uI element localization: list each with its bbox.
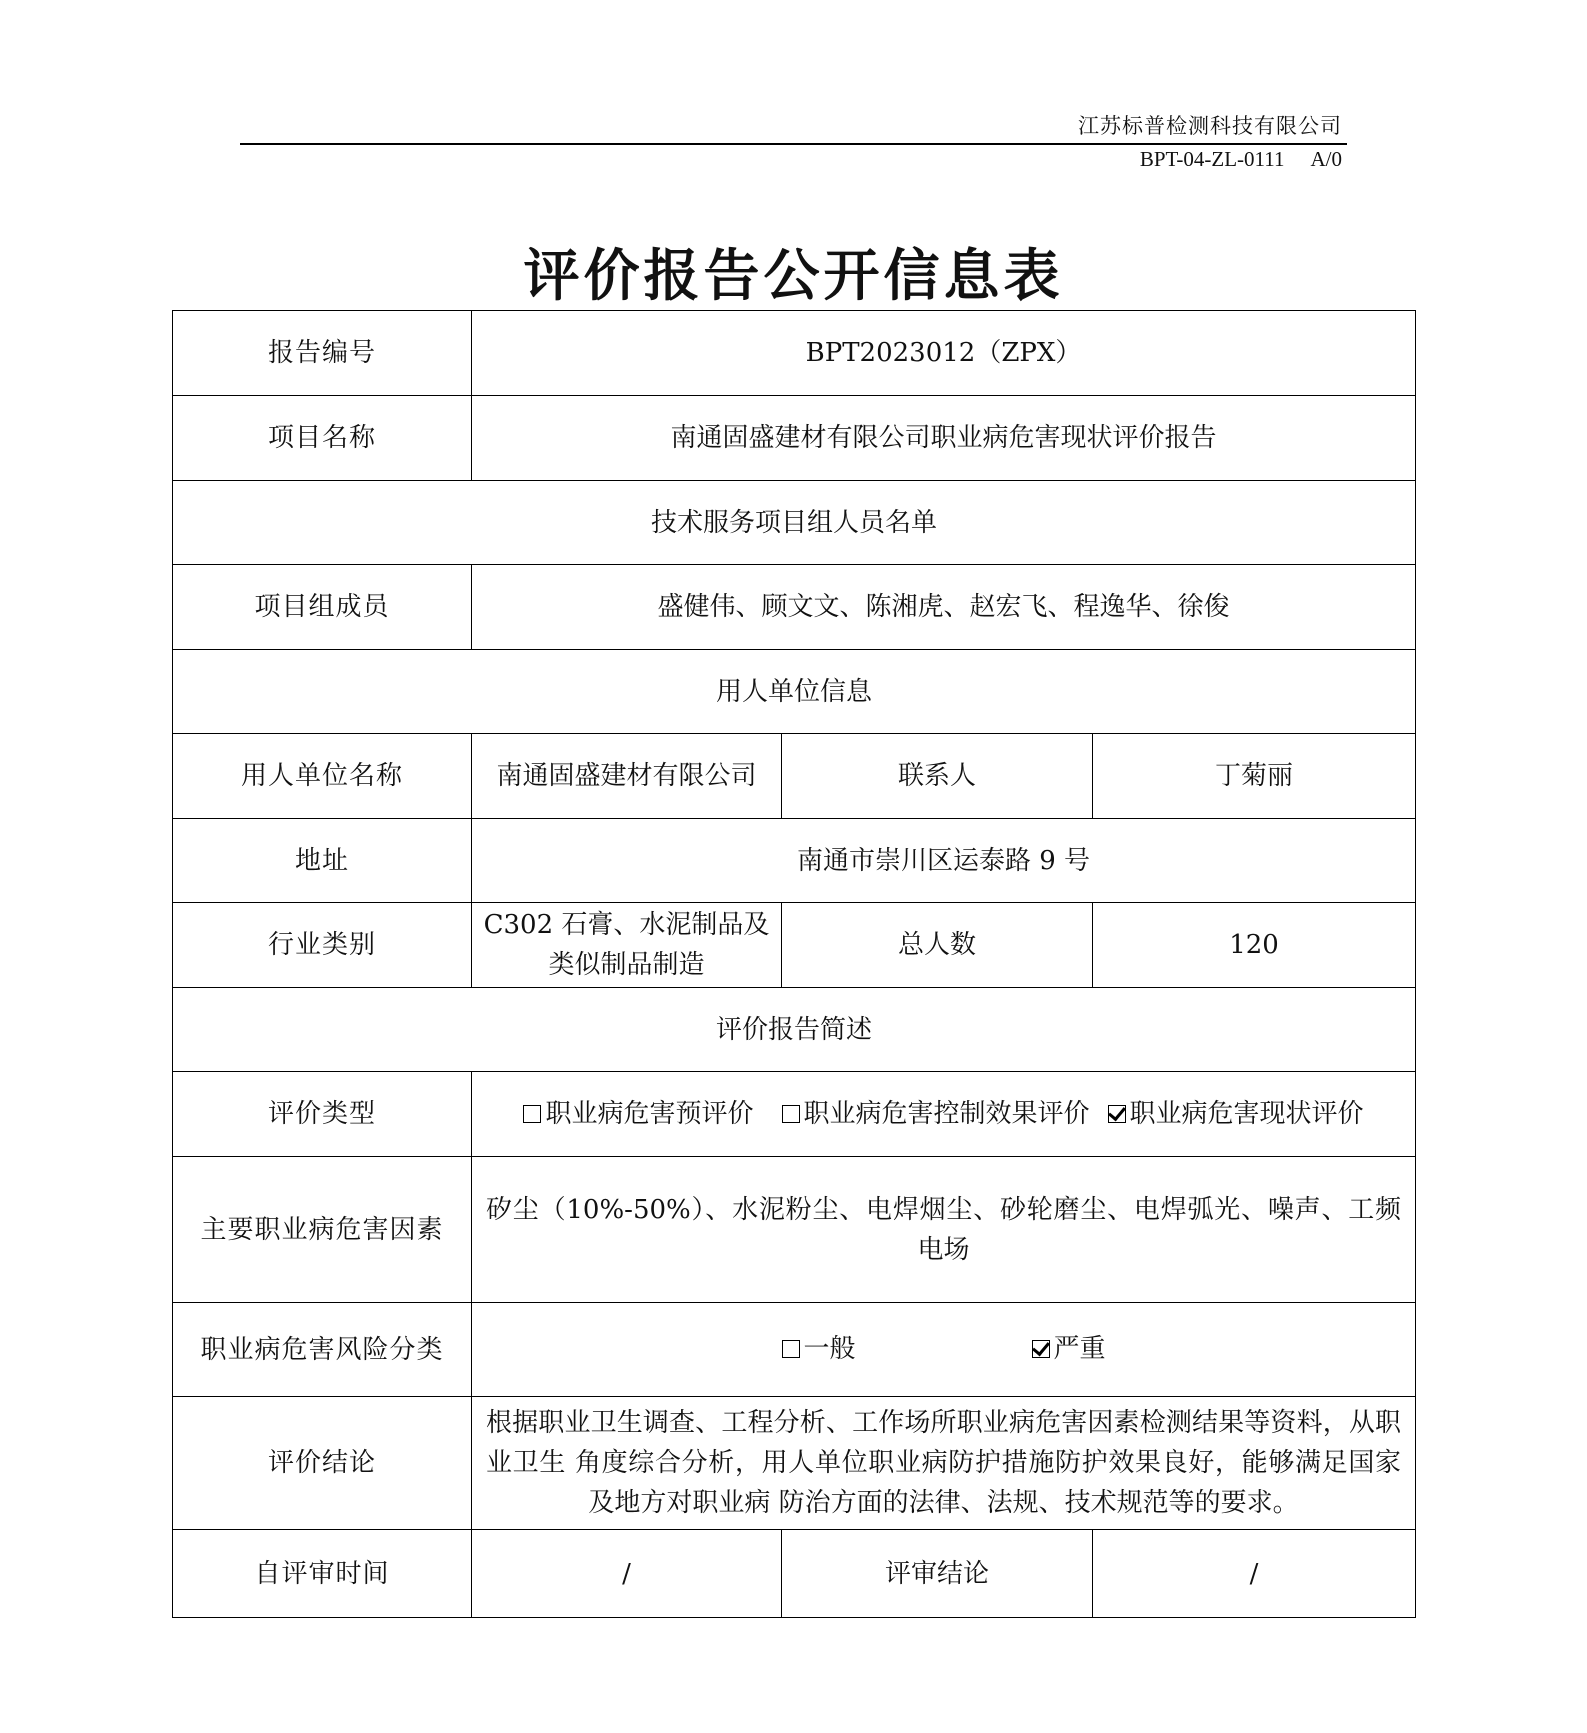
row-summary-section (173, 988, 1416, 1072)
team-section-heading: 技术服务项目组人员名单 (173, 481, 1416, 565)
hazards-label: 主要职业病危害因素 (173, 1157, 472, 1303)
risk-option-serious[interactable] (1032, 1329, 1106, 1369)
option-label: 职业病危害控制效果评价 (803, 1098, 1090, 1129)
review-time-label: 自评审时间 (173, 1530, 472, 1618)
review-result-label: 评审结论 (782, 1530, 1093, 1618)
row-risk (173, 1303, 1416, 1397)
conclusion-value: 根据职业卫生调查、工程分析、工作场所职业病危害因素检测结果等资料，从职业卫生 角度综合分析，用人单位职业病防护措施防护效果良好，能够满足国家及地方对职业病 防治方面的法律、法规、技术规范等的要求。 (472, 1397, 1416, 1530)
row-conclusion (173, 1397, 1416, 1530)
row-employer (173, 734, 1416, 819)
option-label: 严重 (1053, 1334, 1106, 1364)
risk-options (472, 1303, 1416, 1397)
document-number: BPT-04-ZL-0111 (1139, 147, 1285, 171)
checkbox-icon[interactable] (523, 1105, 541, 1123)
row-industry (173, 903, 1416, 988)
row-address (173, 819, 1416, 903)
summary-section-heading: 评价报告简述 (173, 988, 1416, 1072)
report-no-label: 报告编号 (173, 311, 472, 396)
contact-value: 丁菊丽 (1093, 734, 1416, 819)
headcount-label: 总人数 (782, 903, 1093, 988)
option-label: 一般 (803, 1334, 856, 1364)
members-label: 项目组成员 (173, 565, 472, 650)
row-employer-section (173, 650, 1416, 734)
row-report-no (173, 311, 1416, 396)
address-value: 南通市崇川区运泰路 9 号 (472, 819, 1416, 903)
employer-name-label: 用人单位名称 (173, 734, 472, 819)
industry-label: 行业类别 (173, 903, 472, 988)
employer-name-value: 南通固盛建材有限公司 (472, 734, 782, 819)
eval-type-label: 评价类型 (173, 1072, 472, 1157)
row-review (173, 1530, 1416, 1618)
address-label: 地址 (173, 819, 472, 903)
hazards-value: 矽尘（10%-50%）、水泥粉尘、电焊烟尘、砂轮磨尘、电焊弧光、噪声、工频电场 (472, 1157, 1416, 1303)
review-result-value: / (1093, 1530, 1416, 1618)
checkbox-icon[interactable] (782, 1105, 800, 1123)
project-name-label: 项目名称 (173, 396, 472, 481)
option-label: 职业病危害预评价 (545, 1098, 754, 1129)
eval-type-option-control[interactable] (782, 1094, 1090, 1134)
employer-section-heading: 用人单位信息 (173, 650, 1416, 734)
report-no-value: BPT2023012（ZPX） (472, 311, 1416, 396)
eval-type-option-current[interactable] (1108, 1094, 1364, 1134)
header-divider (240, 143, 1347, 145)
option-label: 职业病危害现状评价 (1129, 1098, 1364, 1129)
row-project-name (173, 396, 1416, 481)
risk-option-general[interactable] (782, 1329, 856, 1369)
row-team-section (173, 481, 1416, 565)
risk-label: 职业病危害风险分类 (173, 1303, 472, 1397)
eval-type-options (472, 1072, 1416, 1157)
industry-value: C302 石膏、水泥制品及类似制品制造 (472, 903, 782, 988)
contact-label: 联系人 (782, 734, 1093, 819)
checked-checkbox-icon[interactable] (1108, 1105, 1126, 1123)
page-title: 评价报告公开信息表 (523, 243, 1064, 309)
project-name-value: 南通固盛建材有限公司职业病危害现状评价报告 (472, 396, 1416, 481)
review-time-value: / (472, 1530, 782, 1618)
checkbox-icon[interactable] (782, 1340, 800, 1358)
row-eval-type (173, 1072, 1416, 1157)
checked-checkbox-icon[interactable] (1032, 1340, 1050, 1358)
company-name: 江苏标普检测科技有限公司 (1078, 114, 1342, 138)
members-value: 盛健伟、顾文文、陈湘虎、赵宏飞、程逸华、徐俊 (472, 565, 1416, 650)
info-table (172, 310, 1416, 1618)
row-members (173, 565, 1416, 650)
eval-type-option-pre[interactable] (523, 1094, 753, 1134)
document-version: A/0 (1310, 147, 1342, 171)
headcount-value: 120 (1093, 903, 1416, 988)
row-hazards (173, 1157, 1416, 1303)
document-code (1140, 147, 1342, 172)
conclusion-label: 评价结论 (173, 1397, 472, 1530)
